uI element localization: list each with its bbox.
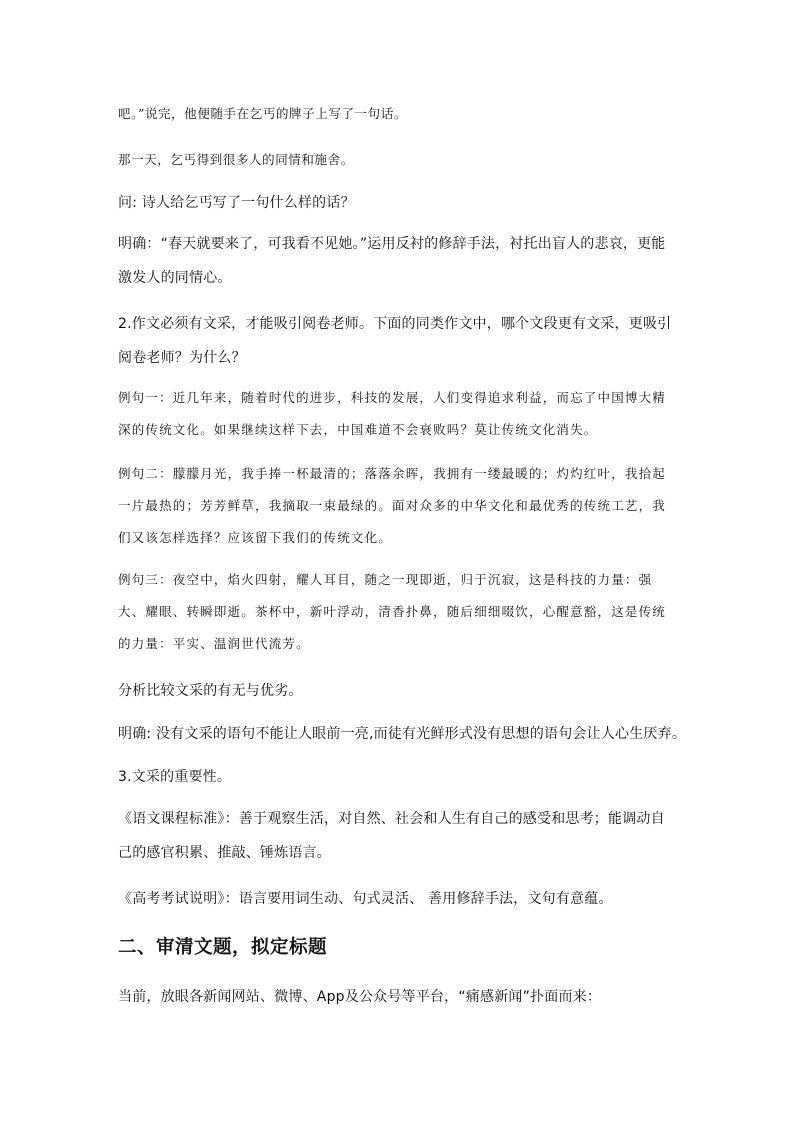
question-paragraph: 问: 诗人给乞丐写了一句什么样的话？ <box>118 195 355 211</box>
section-heading: 二、审清文题，拟定标题 <box>118 937 328 958</box>
paragraph: 吧。”说完，他便随手在乞丐的牌子上写了一句话。 <box>118 106 407 121</box>
quote-paragraph: 《高考考试说明》：语言要用词生动、句式灵活、 善用修辞手法，文句有意蕴。 <box>118 891 613 907</box>
answer-paragraph: 明确: 没有文采的语句不能让人眼前一亮,而徒有光鲜形式没有思想的语句会让人心生厌弃。 <box>118 726 687 742</box>
paragraph: 分析比较文采的有无与优劣。 <box>118 683 303 699</box>
section-item: 3.文采的重要性。 <box>118 769 232 785</box>
paragraph: 那一天，乞丐得到很多人的同情和施舍。 <box>118 152 354 167</box>
paragraph: 当前，放眼各新闻网站、微博、App及公众号等平台，“痛感新闻”扑面而来： <box>118 989 602 1005</box>
answer-paragraph: 明确：“春天就要来了，可我看不见她。”运用反衬的修辞手法，衬托出盲人的悲哀，更能激发人的同情心。 <box>118 236 666 286</box>
example-sentence: 例句三：夜空中，焰火四射，耀人耳目，随之一现即逝，归于沉寂，这是科技的力量：强大、耀眼、转瞬即逝。茶杯中，新叶浮动，清香扑鼻，随后细细啜饮，心醒意豁，这是传统的力量：平实、温润世代流芳。 <box>118 572 667 651</box>
example-sentence: 例句一：近几年来，随着时代的进步，科技的发展，人们变得追求利益，而忘了中国博大精深的传统文化。如果继续这样下去，中国难道不会衰败吗？莫让传统文化消失。 <box>118 390 667 437</box>
example-sentence: 例句二：朦朦月光，我手捧一杯最清的；落落余晖，我拥有一缕最暖的；灼灼红叶，我拾起一片最热的；芳芳鲜草，我摘取一束最绿的。面对众多的中华文化和最优秀的传统工艺，我们又该怎样选择？应该留下我们的传统文化。 <box>118 466 667 545</box>
question-paragraph: 2.作文必须有文采，才能吸引阅卷老师。下面的同类作文中，哪个文段更有文采，更吸引阅卷老师？为什么？ <box>118 316 672 366</box>
quote-paragraph: 《语文课程标准》：善于观察生活，对自然、社会和人生有自己的感受和思考；能调动自己的感官积累、推敲、锤炼语言。 <box>118 811 665 861</box>
